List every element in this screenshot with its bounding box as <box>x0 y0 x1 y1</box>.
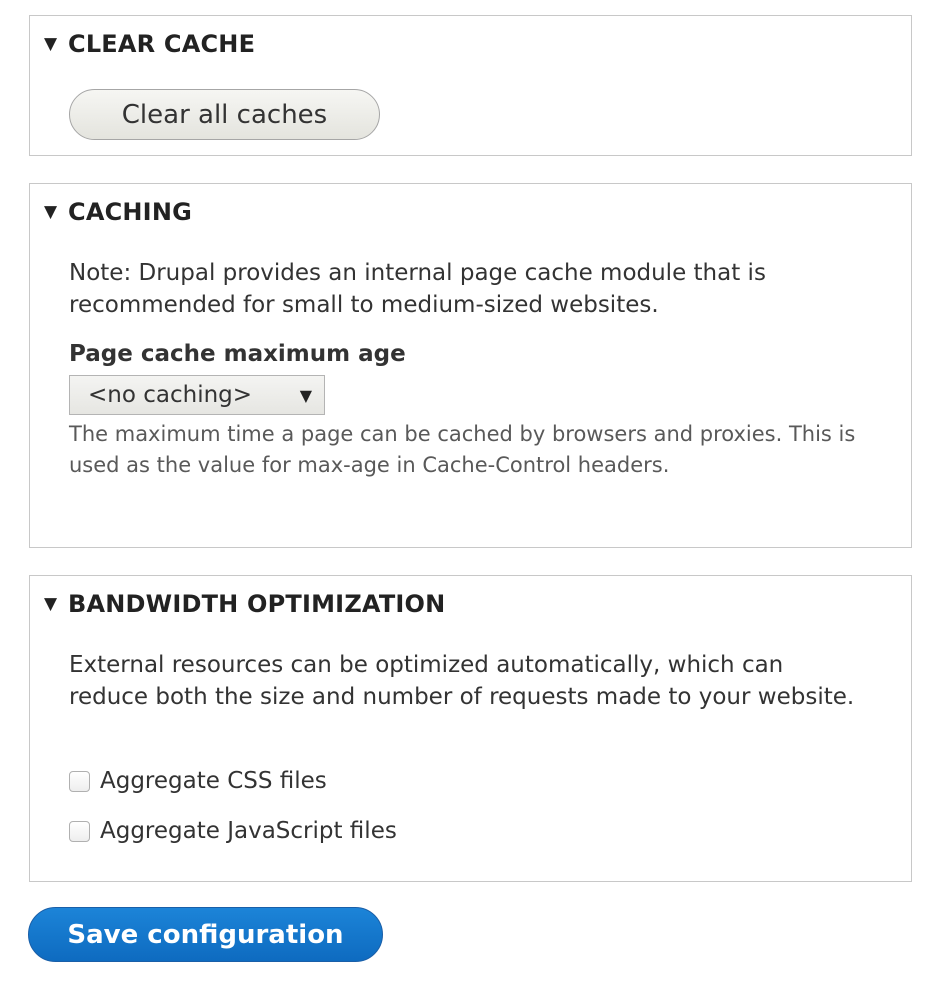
page-cache-max-age-label: Page cache maximum age <box>69 341 406 367</box>
save-configuration-button[interactable]: Save configuration <box>28 907 383 962</box>
page-cache-max-age-description: The maximum time a page can be cached by browsers and proxies. This is used as the value for max-age in Cache-Control headers. <box>69 422 856 477</box>
caching-note: Note: Drupal provides an internal page cache module that is recommended for small to medium-sized websites. <box>69 260 766 318</box>
aggregate-css-checkbox[interactable] <box>69 771 90 792</box>
aggregate-css-label: Aggregate CSS files <box>100 768 327 794</box>
select-value: <no caching> <box>88 382 253 408</box>
aggregate-css-checkbox-row[interactable] <box>69 768 327 794</box>
bandwidth-optimization-fieldset <box>29 575 912 882</box>
collapse-triangle-icon: ▼ <box>44 201 58 222</box>
collapse-triangle-icon: ▼ <box>44 33 58 54</box>
caching-fieldset <box>29 183 912 548</box>
clear-cache-fieldset <box>29 15 912 156</box>
bandwidth-optimization-legend[interactable] <box>44 590 445 618</box>
bandwidth-optimization-title: BANDWIDTH OPTIMIZATION <box>68 590 446 618</box>
caching-title: CACHING <box>68 198 193 226</box>
clear-all-caches-button[interactable]: Clear all caches <box>69 89 380 140</box>
aggregate-js-checkbox[interactable] <box>69 821 90 842</box>
page-cache-max-age-select[interactable] <box>69 375 325 415</box>
dropdown-arrow-icon: ▼ <box>299 385 312 405</box>
aggregate-js-checkbox-row[interactable] <box>69 818 397 844</box>
clear-cache-legend[interactable] <box>44 30 255 58</box>
aggregate-js-label: Aggregate JavaScript files <box>100 818 397 844</box>
caching-legend[interactable] <box>44 198 192 226</box>
bandwidth-description: External resources can be optimized automatically, which can reduce both the size and number of requests made to your website. <box>69 652 855 710</box>
collapse-triangle-icon: ▼ <box>44 593 58 614</box>
clear-cache-title: CLEAR CACHE <box>68 30 256 58</box>
